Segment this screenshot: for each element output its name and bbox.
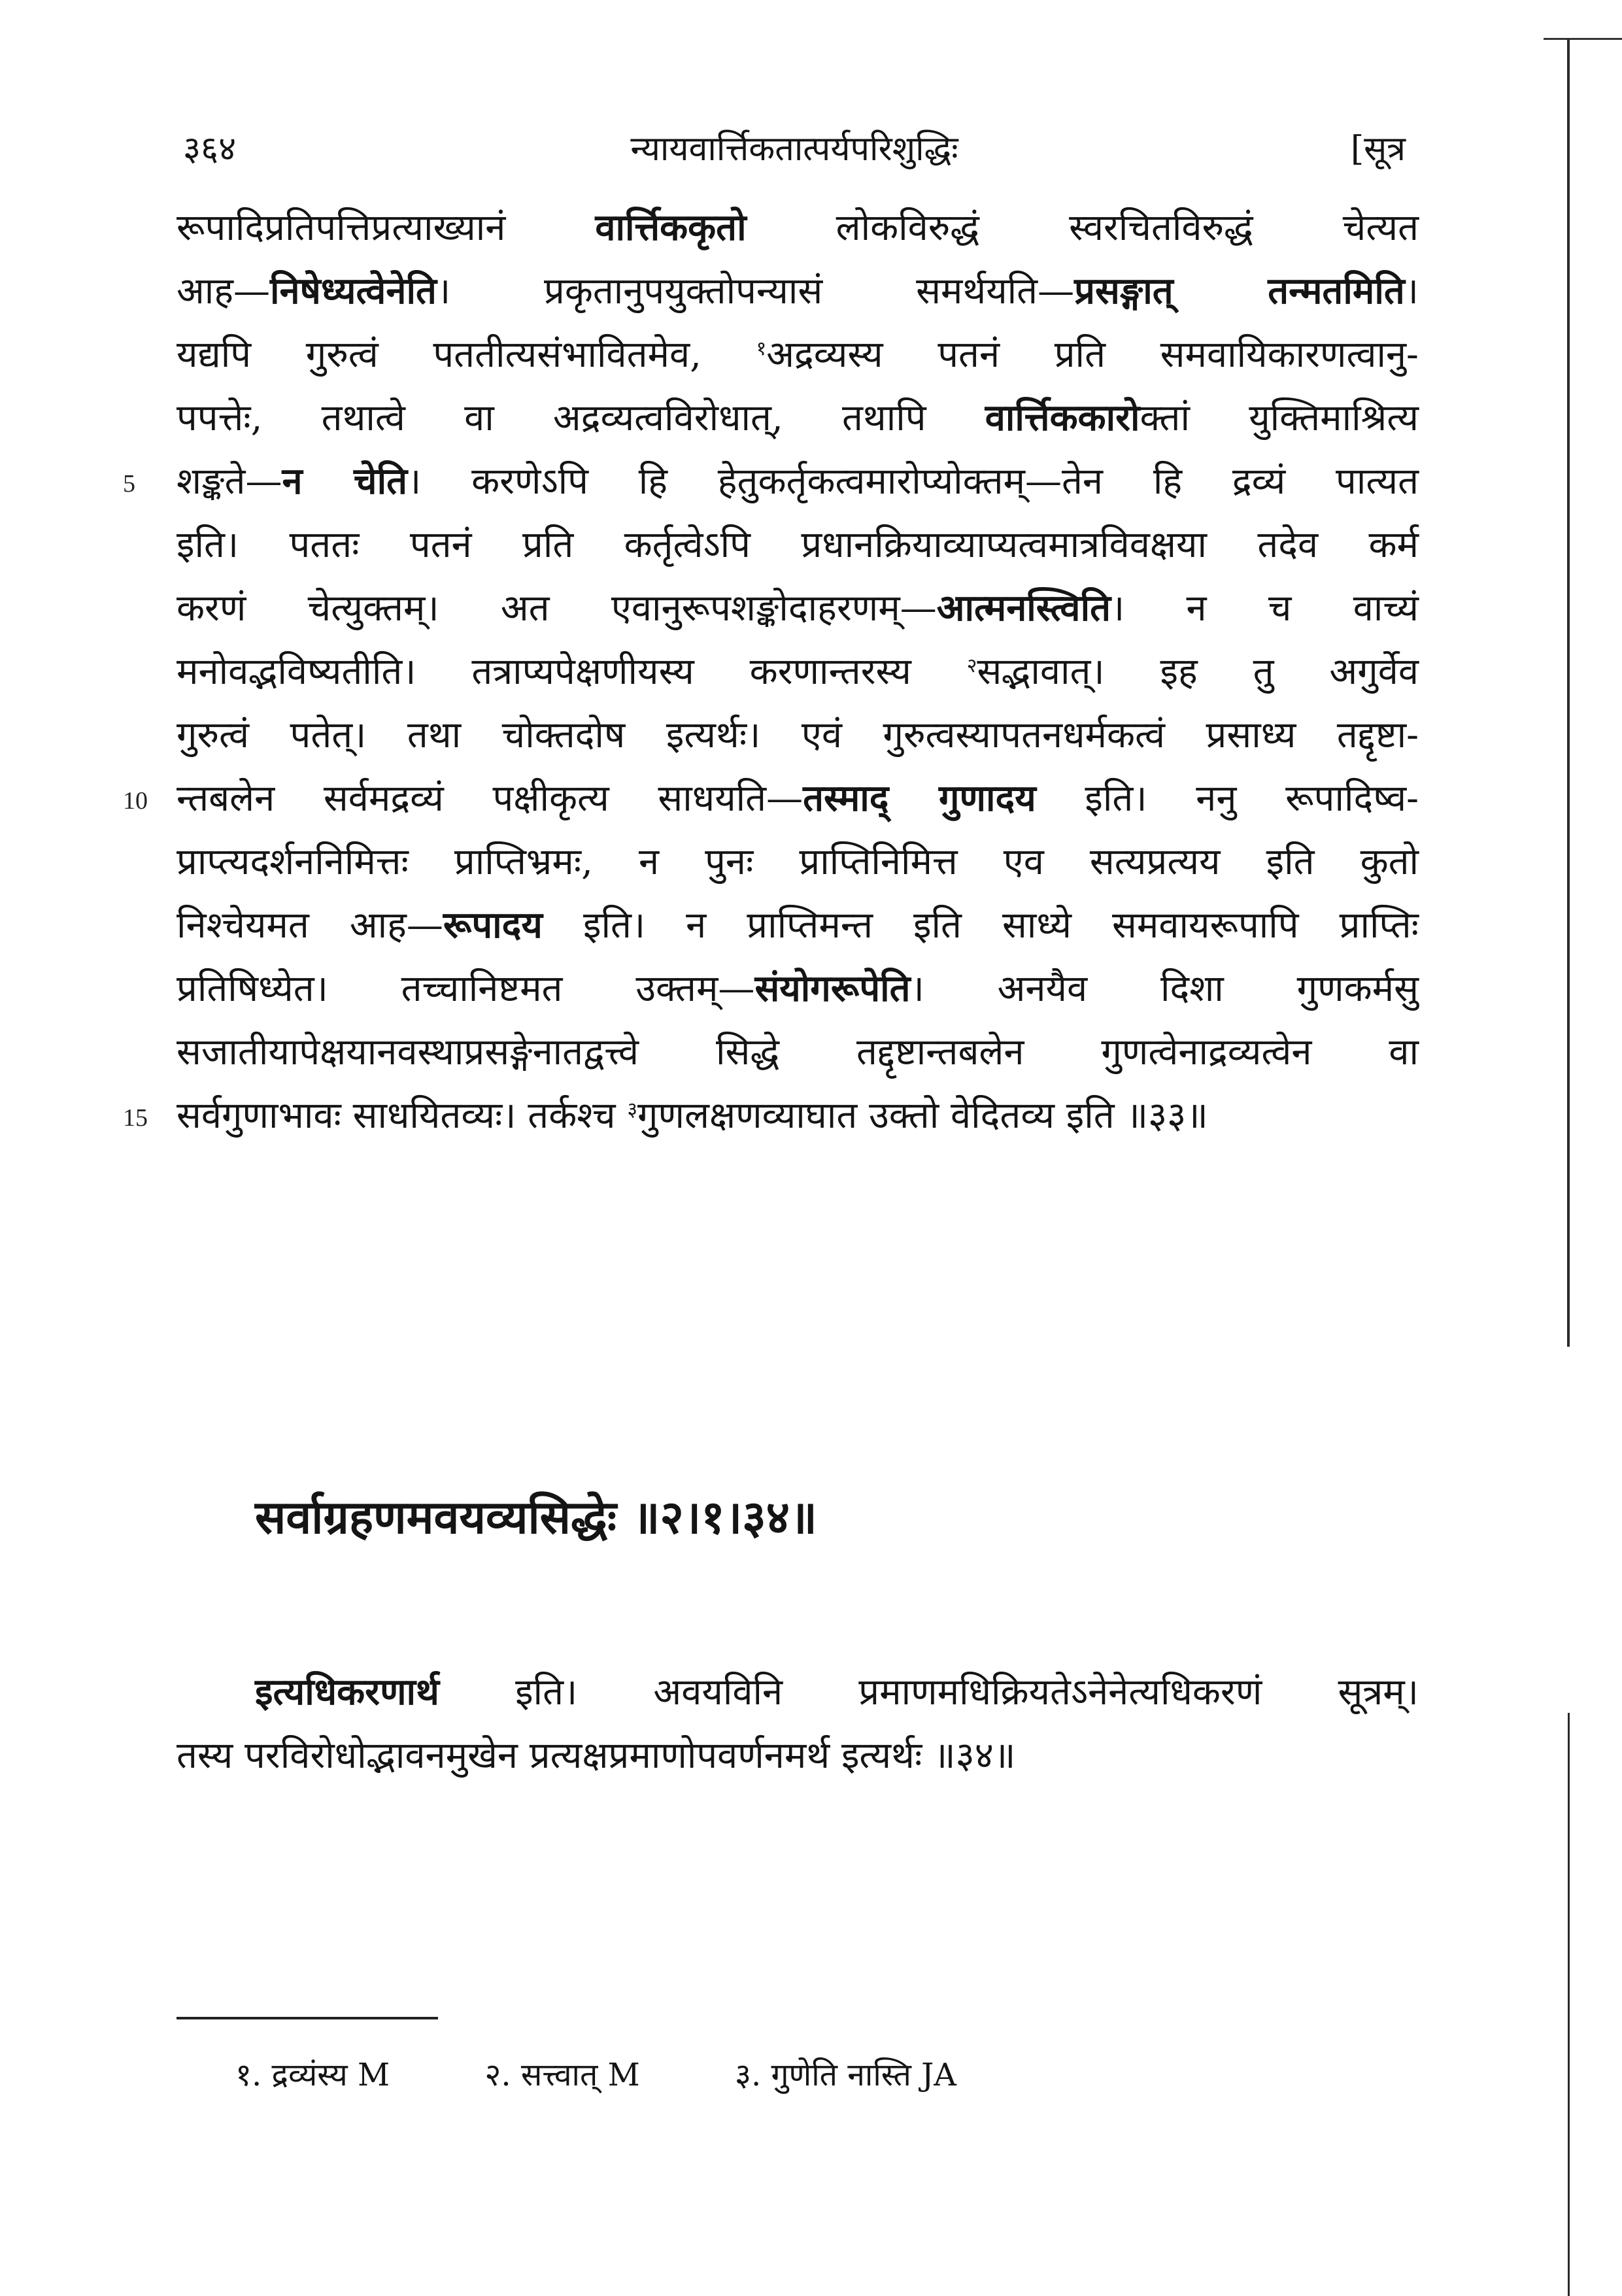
text-run: तस्य परविरोधोद्भावनमुखेन प्रत्यक्षप्रमाणोपवर्णनमर्थ इत्यर्थः ॥३४॥ [177, 1734, 1016, 1777]
bold-term: रूपादय [443, 903, 543, 947]
text-line [177, 386, 1419, 450]
text-run: करणं चेत्युक्तम्। अत एवानुरूपशङ्कोदाहरणम्— [177, 587, 937, 630]
text-run: सजातीयापेक्षयानवस्थाप्रसङ्गेनातद्वत्त्वे सिद्धे तद्दृष्टान्तबलेन गुणत्वेनाद्रव्यत्वेन वा [177, 1031, 1419, 1073]
text-run: । प्रकृतानुपयुक्तोपन्यासं समर्थयति— [436, 270, 1075, 312]
footnote-ref: २ [966, 654, 977, 677]
text-run: यद्यपि गुरुत्वं पततीत्यसंभावितमेव, [177, 333, 756, 376]
page-number: ३६४ [183, 129, 237, 169]
footnote-rule [177, 2017, 438, 2019]
text-run: गुरुत्वं पतेत्। तथा चोक्तदोष इत्यर्थः। एवं गुरुत्वस्यापतनधर्मकत्वं प्रसाध्य तद्दृष्टा- [177, 714, 1419, 756]
text-line [177, 513, 1419, 577]
text-line [177, 323, 1419, 386]
text-run: मनोवद्भविष्यतीति। तत्राप्यपेक्षणीयस्य करणान्तरस्य [177, 650, 967, 693]
text-line [177, 577, 1419, 640]
text-run: इति। ननु रूपादिष्व- [1036, 777, 1419, 820]
text-line [177, 196, 1419, 260]
text-run: पपत्तेः, तथात्वे वा अद्रव्यत्वविरोधात्, तथापि [177, 397, 985, 439]
text-line [123, 1084, 1419, 1147]
text-run: लोकविरुद्धं स्वरचितविरुद्धं चेत्यत [746, 207, 1419, 249]
running-header [177, 124, 1412, 177]
scan-edge-mark [1544, 38, 1622, 40]
bold-term: संयोगरूपेति [754, 967, 911, 1010]
bold-term: वार्त्तिककृतो [595, 206, 747, 249]
running-title: न्यायवार्त्तिकतात्पर्यपरिशुद्धिः [630, 129, 958, 169]
text-line [177, 640, 1419, 703]
text-line [177, 957, 1419, 1021]
bold-term: आत्मनस्त्विति [936, 586, 1111, 630]
adhikarana-paragraph [177, 1661, 1419, 1787]
text-run: सद्भावात्। इह तु अगुर्वेव [977, 650, 1419, 693]
footnote-ref: ३ [627, 1098, 638, 1121]
text-run: गुणलक्षणव्याघात उक्तो वेदितव्य इति ॥३३॥ [637, 1094, 1208, 1137]
scan-edge-line-lower [1568, 1713, 1570, 2296]
footnote-ref: १ [756, 337, 767, 360]
text-run: अद्रव्यस्य पतनं प्रति समवायिकारणत्वानु- [766, 333, 1419, 376]
bold-term: वार्त्तिककारो [985, 396, 1140, 439]
scan-edge-line [1567, 39, 1570, 1347]
text-line [177, 894, 1419, 957]
text-run: इति। न प्राप्तिमन्त इति साध्ये समवायरूपापि प्राप्तिः [542, 904, 1419, 947]
text-run: क्तां युक्तिमाश्रित्य [1140, 397, 1419, 439]
text-run: । न च वाच्यं [1111, 587, 1419, 630]
bold-term: प्रसङ्गात् तन्मतमिति [1074, 269, 1405, 312]
section-label: [सूत्र [1350, 129, 1406, 169]
text-run: । करणेऽपि हि हेतुकर्तृकत्वमारोप्योक्तम्—तेन हि द्रव्यं पात्यत [407, 460, 1419, 503]
text-run: इति। अवयविनि प्रमाणमधिक्रियतेऽनेनेत्यधिकरणं सूत्रम्। [439, 1671, 1419, 1714]
text-line [177, 260, 1419, 323]
text-line [177, 1021, 1419, 1084]
line-number: 15 [123, 1104, 148, 1132]
text-run: रूपादिप्रतिपत्तिप्रत्याख्यानं [177, 207, 596, 249]
sutra-heading: सर्वाग्रहणमवयव्यसिद्धेः ॥२।१।३४॥ [255, 1490, 817, 1544]
bold-term: निषेध्यत्वेनेति [269, 269, 437, 312]
text-line [177, 1724, 1419, 1787]
commentary-paragraph [123, 196, 1419, 1147]
text-line [177, 703, 1419, 767]
footnotes [235, 2053, 1041, 2095]
text-run: न्तबलेन सर्वमद्रव्यं पक्षीकृत्य साधयति— [177, 777, 803, 820]
text-run: । [1404, 270, 1419, 312]
bold-term: न चेति [282, 460, 408, 503]
text-run: प्रतिषिध्येत। तच्चानिष्टमत उक्तम्— [177, 968, 755, 1010]
text-line [177, 1661, 1419, 1724]
bold-term: इत्यधिकरणार्थ [255, 1670, 439, 1714]
text-line [177, 830, 1419, 894]
line-number: 10 [123, 787, 148, 815]
text-line [123, 450, 1419, 513]
text-run: प्राप्त्यदर्शननिमित्तः प्राप्तिभ्रमः, न पुनः प्राप्तिनिमित्त एव सत्यप्रत्यय इति कुतो [177, 841, 1419, 883]
footnote: १. द्रव्यंस्य M [235, 2057, 390, 2093]
text-run: इति। पततः पतनं प्रति कर्तृत्वेऽपि प्रधानक्रियाव्याप्यत्वमात्रविवक्षया तदेव कर्म [177, 524, 1419, 566]
footnote: ३. गुणेति नास्ति JA [735, 2057, 956, 2093]
text-run: । अनयैव दिशा गुणकर्मसु [910, 968, 1419, 1010]
line-number: 5 [123, 470, 135, 498]
footnote: २. सत्त्वात् M [484, 2057, 640, 2093]
text-run: निश्चेयमत आह— [177, 904, 443, 947]
text-run: शङ्कते— [177, 460, 282, 503]
text-run: आह— [177, 270, 270, 312]
bold-term: तस्माद् गुणादय [803, 777, 1036, 820]
text-line [123, 767, 1419, 830]
text-run: सर्वगुणाभावः साधयितव्यः। तर्कश्च [177, 1094, 628, 1137]
